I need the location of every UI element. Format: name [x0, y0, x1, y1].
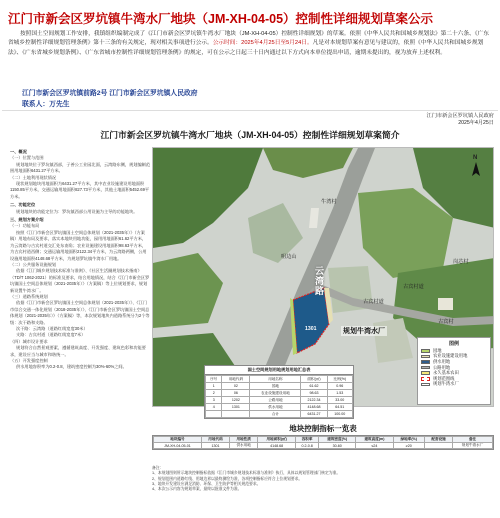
legend-label: 公路用地 — [433, 364, 451, 370]
legend-swatch — [421, 383, 430, 387]
contact-person: 联系人：万先生 — [22, 101, 70, 108]
paragraph: 依据《江门市新会区罗坑镇国土空间总体规划（2021-2035年）》、《江门市综合交通一体化规划（2018-2035年）》、《江门市新会区罗坑镇国土空间总体规划（2021-2035年）》（方案稿）等，本次规划地块内道路系统分为2个等级：次干路和支路。 — [10, 300, 150, 325]
notes-block — [152, 466, 494, 492]
table-cell: 农业设施建设用地 — [250, 390, 301, 397]
table-cell: 33.00 — [327, 397, 352, 404]
table-cell: 2122.34 — [301, 397, 327, 404]
table-row — [206, 411, 353, 418]
road-label: 云湾路 — [314, 266, 324, 296]
table-cell: ≥20 — [393, 443, 424, 449]
table-cell: 1301 — [201, 443, 229, 449]
table-cell: 1202 — [222, 397, 250, 404]
board-title: 江门市新会区罗坑镇牛湾水厂地块（JM-XH-04-05）控制性详细规划草案简介 — [100, 130, 400, 140]
table-cell: 4148.68 — [258, 443, 296, 449]
intro-text-a: 按照国土空间规划工作安排，我镇组织编制完成了《江门市新会区罗坑镇牛湾水厂地块（JM-XH-04-05）控制性详细规划》的草案。依照《中华人民共和国城乡规划法》第二十六条、《广东省城乡控制性详细规划管理条例》第十三条的有关规定，现对相关事项进行公示。 — [8, 31, 489, 47]
table-cell: 0.2-0.8 — [296, 443, 319, 449]
plan-description — [10, 147, 150, 513]
table-cell: 绿地率(%) — [393, 437, 424, 443]
table-cell: 建筑密度(%) — [319, 437, 356, 443]
paragraph: 规划地块的功能定位为：罗坑镇西部公用设施为主导的功能地块。 — [16, 208, 138, 214]
subsection-heading: （三）道路系统规划 — [10, 293, 48, 299]
note-item: 2、规划范围内道路红线、用地边界以最终测绘为准，各项控制指标应符合上位规划要求。 — [152, 476, 303, 481]
board-org — [427, 113, 494, 126]
table-cell: 用地代码 — [201, 437, 229, 443]
table-cell: 30-60 — [319, 443, 356, 449]
place-label: 牛湾村 — [321, 199, 337, 205]
table-cell — [424, 443, 452, 449]
legend-swatch — [421, 371, 430, 375]
subsection-heading: （四）城市设计要求 — [10, 338, 48, 344]
place-label: 古宾村道 — [403, 284, 424, 290]
legend-label: 供水用地 — [433, 358, 451, 364]
table-row — [206, 390, 353, 397]
table-cell: ≤24 — [356, 443, 393, 449]
table-row — [206, 376, 353, 383]
contact-org: 江门市新会区罗坑镇前路2号 江门市新会区罗坑镇人民政府 — [22, 90, 198, 97]
note-item: 4、本次公示内容为规划草案，最终以批准文件为准。 — [152, 487, 242, 492]
table-cell: 4148.68 — [301, 404, 327, 411]
table-cell: 用地面积(㎡) — [258, 437, 296, 443]
table-cell: 1301 — [222, 404, 250, 411]
table-cell: 用地性质 — [230, 437, 258, 443]
subsection-heading: （五）开发强度控制 — [10, 358, 48, 363]
intro-text-b: 凡是对本规划草案有意见与建议的，依照《中华人民共和国城乡规划法》、《广东省城乡规划条例》、《广东省城市控制性详细规划管理条例》的规定，可在公示之日起三十日内通过以下方式向本单位提出申请，逾期未提出的，视为放弃上述权利。 — [8, 40, 484, 56]
legend-swatch — [421, 355, 430, 359]
paragraph: 按照《江门市新会区罗坑镇国土空间总体规划（2021-2035年）》（方案稿）用地布局及要求，落实本地块用地功能，园用用地面积61.62平方米，为云湾路与古宾村道交汇处东南角；农业设施建设用地面积98.63平方米，为古宾村道西侧；交通运输用地面积2122.34平方米，为云湾路两侧，公用设施用地面积4148.68平方米，为规划罗坑镇牛湾水厂用地。 — [10, 229, 147, 261]
legend-label: 规划范围线 — [433, 375, 455, 381]
table-cell: 6431.27 — [301, 411, 327, 418]
table-cell: 06 — [222, 390, 250, 397]
section-heading: 二、功能定位 — [10, 202, 36, 208]
table-cell: 3 — [206, 397, 222, 404]
legend-label: 规划牛湾水厂 — [433, 381, 459, 387]
table-cell: 4 — [206, 404, 222, 411]
table-cell: 地块编号 — [154, 437, 202, 443]
table-cell: 合计 — [250, 411, 301, 418]
table-cell: 64.51 — [327, 404, 352, 411]
paragraph: 次干路：云湾路（道路红线宽度30米） — [16, 325, 88, 331]
place-label: 古宾村 — [438, 319, 454, 325]
table-cell: 供水用地 — [250, 404, 301, 411]
table-row — [154, 443, 493, 449]
note-item: 1、本规划图则所示地块控制指标依据《江门市城乡规划技术标准与准则》执行，具体以规划管理部门核定为准。 — [152, 471, 341, 476]
table-cell: 98.63 — [301, 390, 327, 397]
subsection-heading: （一）位置与范围 — [10, 155, 44, 161]
plot-index-table — [152, 435, 494, 450]
paragraph: 供水用地容积率为0.2-0.8，建筑密度控制为30%-60%之间。 — [16, 364, 127, 370]
north-label: N — [473, 155, 478, 161]
legend-swatch — [421, 377, 430, 381]
table-cell: 02 — [222, 383, 250, 390]
map-legend — [417, 337, 491, 405]
page-title: 江门市新会区罗坑镇牛湾水厂地块（JM-XH-04-05）控制性详细规划草案公示 — [8, 12, 434, 26]
legend-item — [421, 382, 487, 388]
paragraph: 支路：古宾村道（道路红线宽度7米） — [16, 332, 86, 338]
intro-period: 公示时间：2025年4月25日至5月24日。 — [212, 40, 313, 47]
table-cell: 园地 — [250, 383, 301, 390]
plot-name-label: 规划牛湾水厂 — [343, 328, 385, 335]
table-cell: 0.96 — [327, 383, 352, 390]
board-date: 2025年4月25日 — [458, 119, 494, 126]
intro-paragraph — [8, 30, 494, 58]
table-cell: 容积率 — [296, 437, 319, 443]
place-label: 岗芯村 — [453, 259, 469, 265]
table-cell: 1.53 — [327, 390, 352, 397]
table-cell: 2 — [206, 390, 222, 397]
table-cell: 建筑高度(m) — [356, 437, 393, 443]
legend-label: 农业设施建设用地 — [433, 353, 468, 359]
table-cell: 用地代码 — [222, 376, 250, 383]
table-row — [206, 397, 353, 404]
table-cell: 配套设施 — [424, 437, 452, 443]
paragraph: 规划符合自然景观要素，遵循建筑高度、开发强度、建筑色彩和功能要求，建设应当与城市和谐统一。 — [10, 345, 146, 357]
table-cell: 供水用地 — [230, 443, 258, 449]
table-cell: 备注 — [453, 437, 493, 443]
north-arrow-icon — [469, 156, 483, 178]
table-cell: 序号 — [206, 376, 222, 383]
table-cell: 比例(%) — [327, 376, 352, 383]
legend-label: 永久基本农田 — [433, 370, 459, 376]
note-item: 3、地块开发建设应满足消防、环保、卫生防护等相关规范要求。 — [152, 481, 261, 486]
section-heading: 三、规划方案介绍 — [10, 217, 44, 223]
planning-board — [2, 110, 498, 518]
subsection-heading: （二）公共服务设施规划 — [10, 261, 57, 267]
place-label: 古宾村道 — [363, 299, 384, 305]
table-cell: 用地名称 — [250, 376, 301, 383]
table-cell: 1 — [206, 383, 222, 390]
legend-title: 图例 — [448, 341, 459, 347]
board-org-name: 江门市新会区罗坑镇人民政府 — [426, 113, 494, 119]
subsection-heading: （一）功能布局 — [10, 223, 40, 229]
table-cell — [222, 411, 250, 418]
legend-label: 园地 — [433, 347, 442, 353]
notes-title: 备注： — [152, 466, 164, 470]
legend-swatch — [421, 349, 430, 353]
index-table-title: 地块控制指标一览表 — [289, 424, 357, 433]
table-cell: JM-XH-04-05-01 — [154, 443, 202, 449]
land-use-summary-table — [204, 365, 354, 419]
paragraph: 规划地块位于罗坑镇西部，子善公工业园北面，云湾路东侧，规划编制范围用地面积6431.27平方米。 — [10, 161, 150, 174]
table-cell: 61.62 — [301, 383, 327, 390]
legend-swatch — [421, 366, 430, 370]
table-cell — [206, 411, 222, 418]
legend-swatch — [421, 360, 430, 364]
table-row — [206, 404, 353, 411]
table-cell: 面积(㎡) — [301, 376, 327, 383]
section-heading: 一、概况 — [10, 149, 27, 154]
plot-code-label: 1301 — [305, 326, 317, 332]
table-cell: 公路用地 — [250, 397, 301, 404]
table-cell: 100.00 — [327, 411, 352, 418]
table-title: 国土空间规划用地规划用地汇总表 — [205, 366, 353, 375]
paragraph: 依据《江门城乡规划技术标准与准则》、《社区生活圈规划技术指南》（TD/T 1062-2021）的标准及要求，结合用地情况，结合《江门市新会区罗坑镇国土空间总体规划（2021-2035年）》（方案稿）等上位规划要求，规划新设置牛湾水厂。 — [10, 268, 150, 293]
table-row — [206, 383, 353, 390]
paragraph: 现状规划地块用地面积为6431.27平方米，其中农业设施建设用地面积1150.85平方米，交通运输用地面积827.73平方米，其他土地面积5452.69平方米。 — [10, 181, 150, 199]
place-label: 咀边山 — [281, 254, 297, 260]
table-cell: 规划牛湾水厂 — [453, 443, 493, 449]
subsection-heading: （二）土地利用现状情况 — [10, 174, 57, 180]
